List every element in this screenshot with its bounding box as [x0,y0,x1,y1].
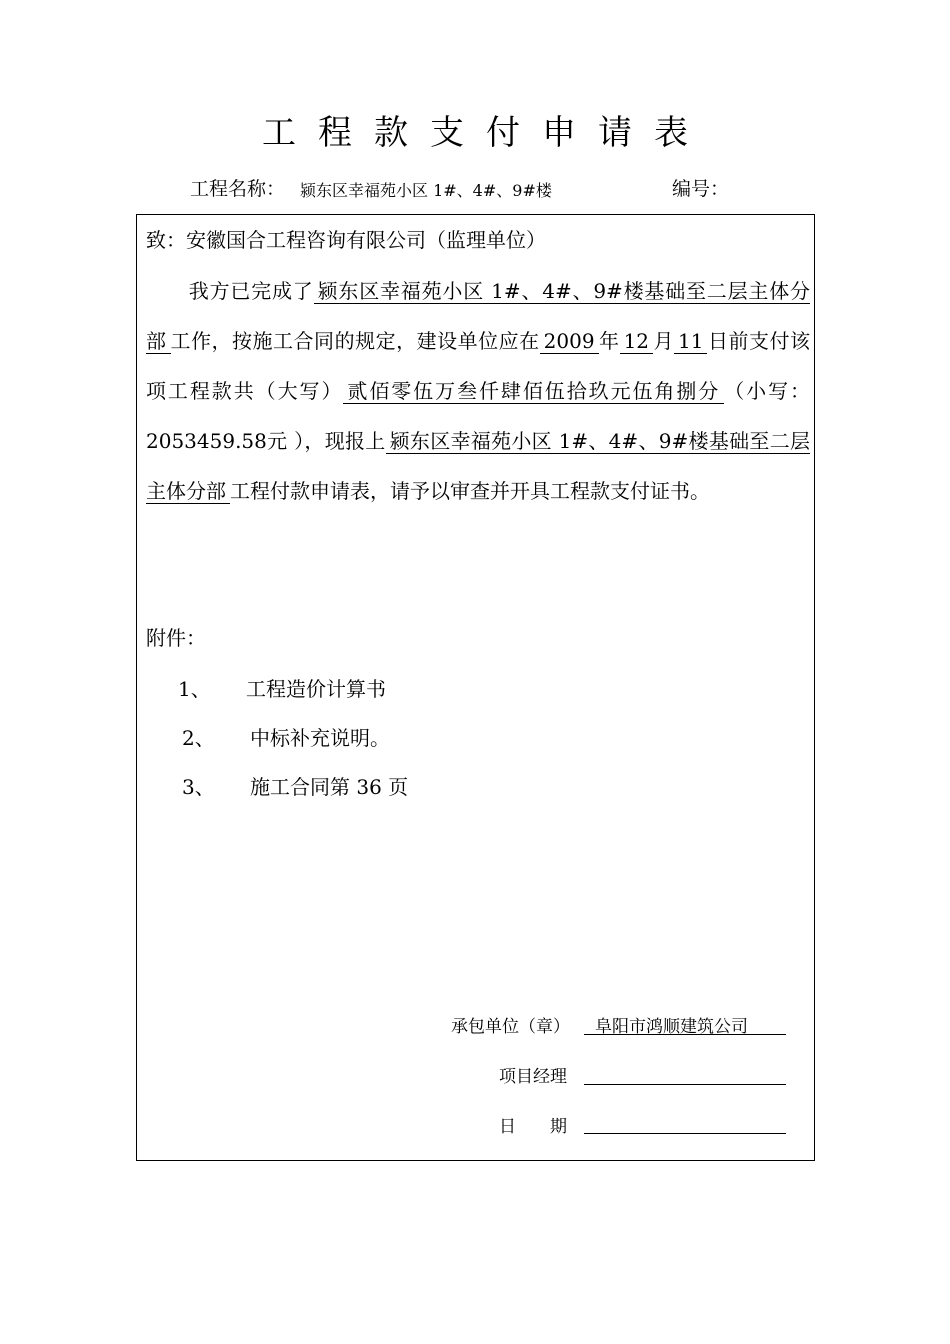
day-unit: 日 [707,329,729,353]
project-name-value: 颍东区幸福苑小区 1#、4#、9#楼 [300,181,552,200]
attachment-number: 3、 [182,775,215,799]
attachment-item [182,722,390,751]
attachment-item [182,771,408,800]
page-title: 工程款支付申请表 [262,113,710,153]
para-text-6: 工程付款申请表，请予以审查并开具工程款支付证书。 [230,479,710,503]
work-name-field: 颍东区幸福苑小区 1#、4#、9#楼基础至二层主体分部 [146,279,811,353]
attachment-text: 工程造价计算书 [246,677,386,701]
project-name-label: 工程名称： [190,178,286,200]
para-text-3: 前支付该项工程款共（大写） [146,329,811,403]
manager-signature-line [584,1084,786,1085]
number-label: 编号： [672,178,730,200]
recipient-line: 致：安徽国合工程咨询有限公司（监理单位） [146,228,546,252]
month-unit: 月 [653,329,675,353]
attachment-item [178,673,386,702]
date-signature-line [584,1133,786,1134]
application-paragraph [146,266,810,516]
contractor-label: 承包单位（章） [451,1017,570,1037]
para-text-2: 工作，按施工合同的规定，建设单位应在 [170,329,540,353]
amount-number-field: 2053459.58 [146,429,267,453]
amount-words-field: 贰佰零伍万叁仟肆佰伍拾玖元伍角捌分 [343,379,724,404]
manager-label: 项目经理 [499,1067,567,1087]
contractor-name: 阜阳市鸿顺建筑公司 [595,1017,748,1037]
attachment-number: 2、 [182,726,215,750]
attachment-number: 1、 [178,677,211,701]
attachment-text: 中标补充说明。 [250,726,390,750]
attachments-label: 附件： [146,626,206,650]
year-field: 2009 [540,329,599,354]
attachment-text: 施工合同第 36 页 [250,775,409,799]
para-text-5: 元 ），现报上 [266,429,386,453]
month-field: 12 [620,329,653,354]
para-text-1: 我方已完成了 [188,279,314,303]
para-text-4: （小写： [724,379,811,403]
date-label: 日 期 [499,1117,567,1137]
year-unit: 年 [598,329,620,353]
work-name-field-2: 颍东区幸福苑小区 1#、4#、9#楼基础至二层主体分部 [146,429,810,503]
day-field: 11 [674,329,707,354]
contractor-signature-line [584,1034,786,1035]
